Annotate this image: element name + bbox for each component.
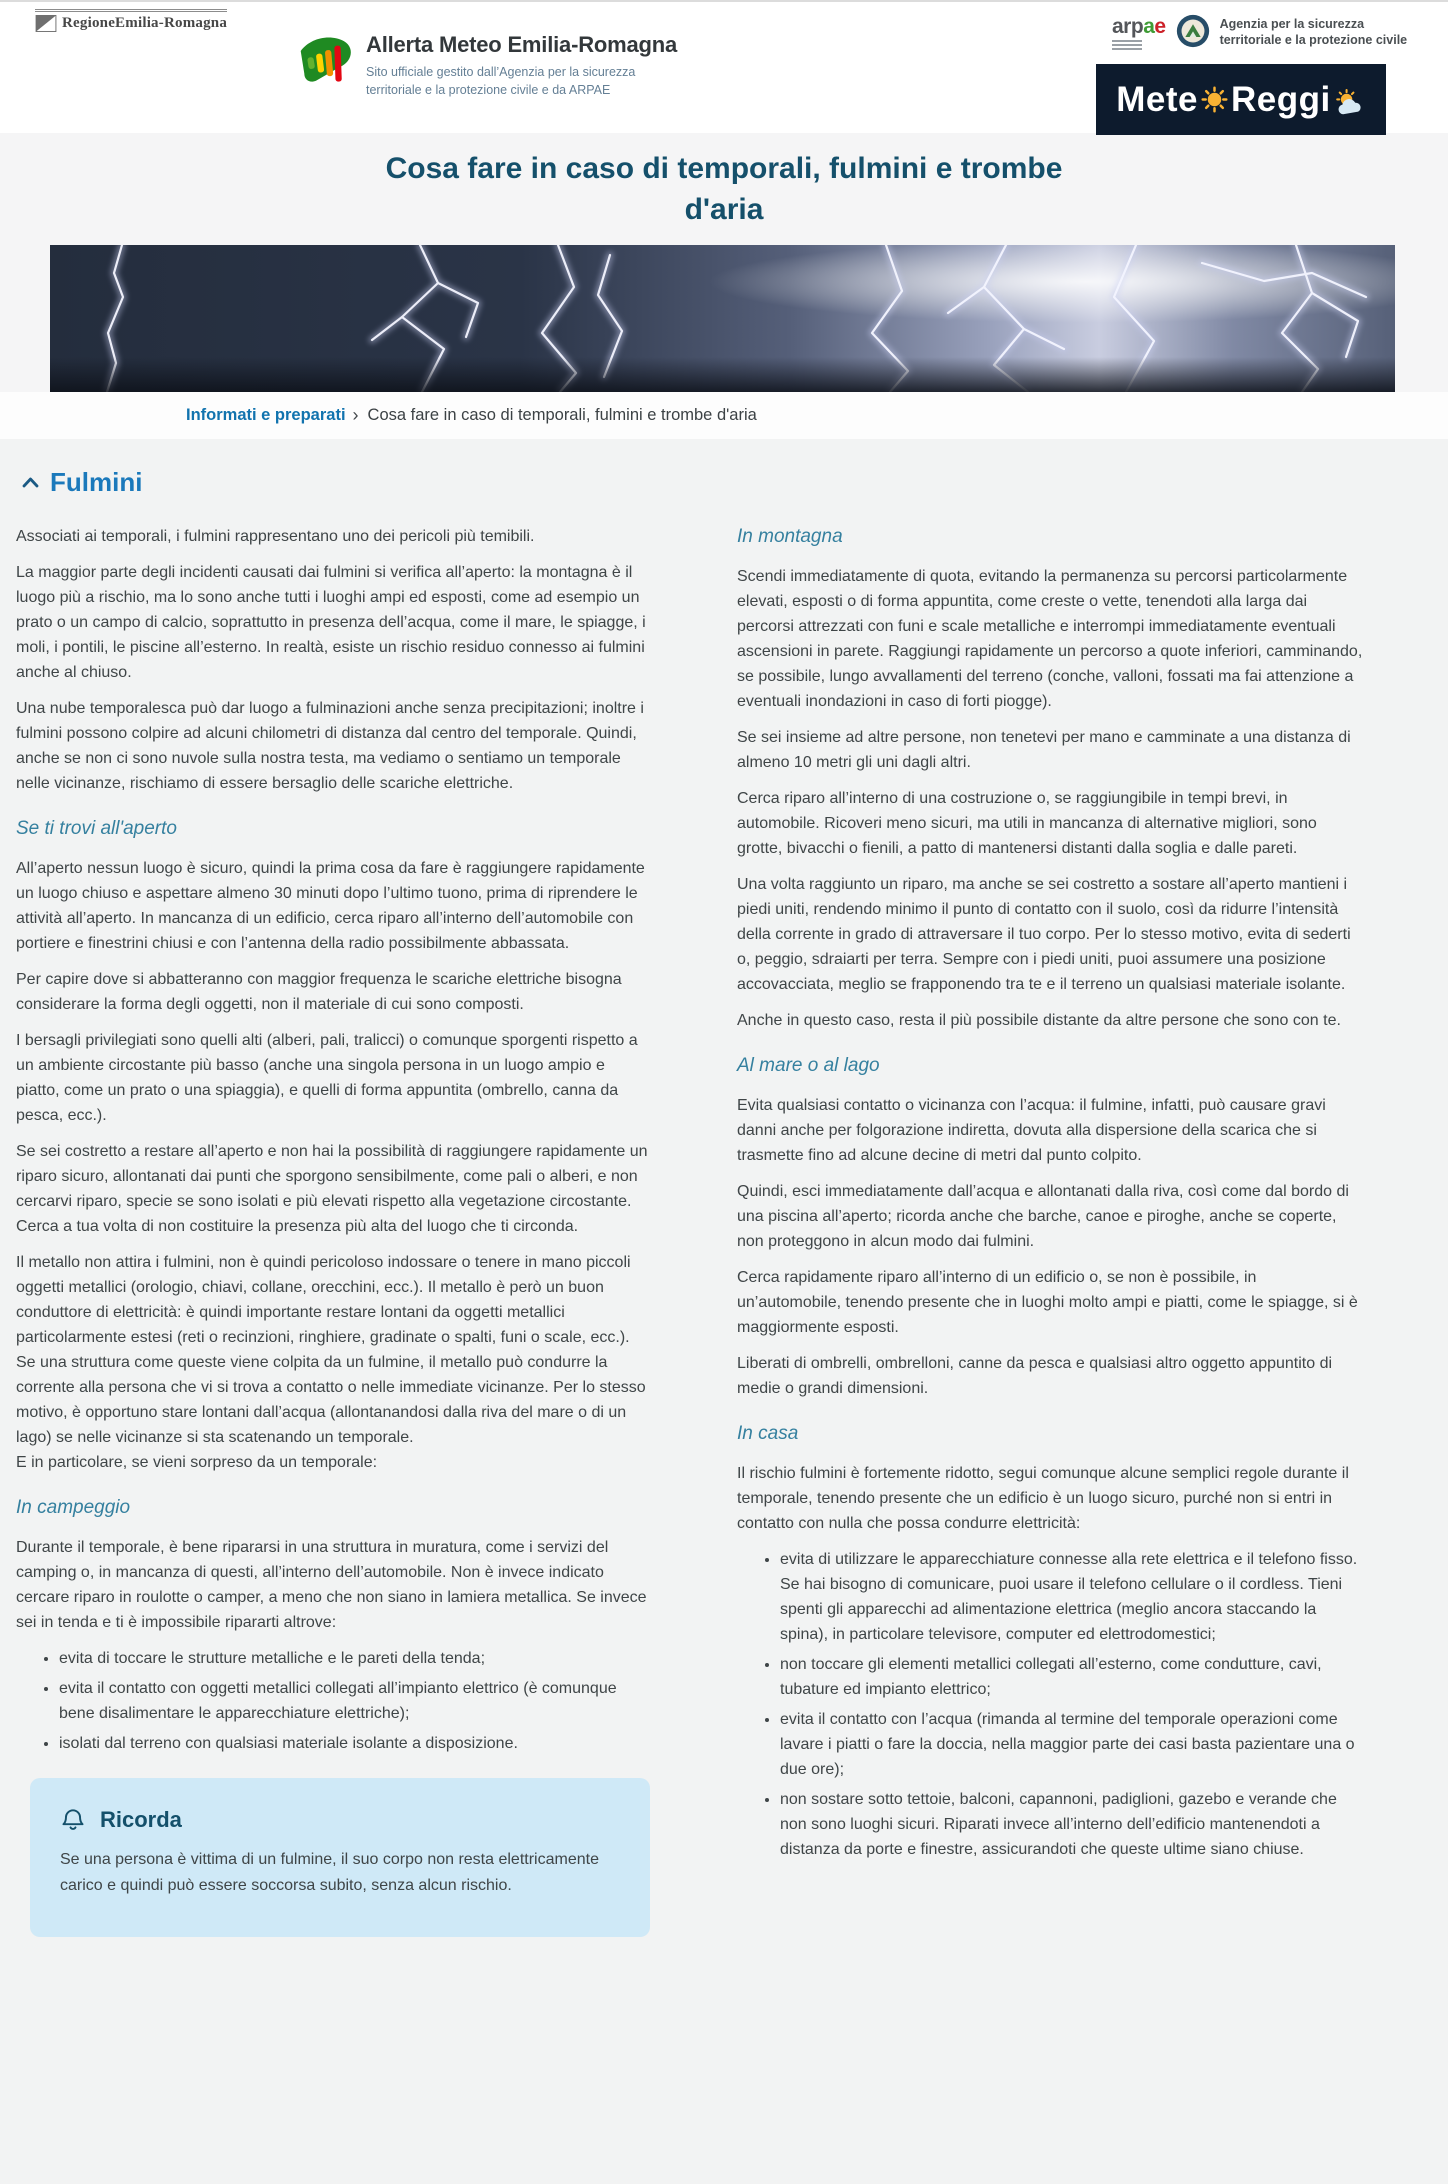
breadcrumb-separator-icon: › [352, 405, 359, 425]
paragraph: All’aperto nessun luogo è sicuro, quindi la prima cosa da fare è raggiungere rapidamente un luogo chiuso e aspettare almeno 30 minuti dopo l’ultimo tuono, prima di riprendere le attività all’aperto. In mancanza di un edificio, cerca riparo all’interno dell’automobile con portiere e finestrini chiusi e con l’antenna della radio possibilmente abbassata. [16, 860, 645, 952]
paragraph: Il metallo non attira i fulmini, non è quindi pericoloso indossare o tenere in mano piccoli oggetti metallici (orologio, chiavi, collane, orecchini, ecc.). Il metallo è però un buon conduttore di elettricità: è quindi importante restare lontani da oggetti metallici particolarmente estesi (reti o recinzioni, ringhiere, gradinate o spalti, funi o scale, ecc.). Se una struttura come queste viene colpita da un fulmine, il metallo può condurre la corrente alla persona che vi si trova a contatto o nelle immediate vicinanze. Per lo stesso motivo, è opportuno stare lontani dall’acqua (allontanandosi dalla riva del mare o di un lago) se nelle vicinanze si sta scatenando un temporale. [16, 1254, 646, 1446]
protezione-civile-emblem-icon [1176, 14, 1210, 48]
paragraph: Quindi, esci immediatamente dall’acqua e allontanati dalla riva, così come dal bordo di una piscina all’aperto; ricorda anche che barche, canoe e piroghe, anche se coperte, non proteggono in alcun modo dai fulmini. [737, 1183, 1349, 1250]
left-column [16, 524, 650, 1937]
paragraph: Una volta raggiunto un riparo, ma anche se sei costretto a sostare all’aperto mantieni i piedi uniti, rendendo minimo il punto di contatto con il suolo, così da ridurre l’intensità della corrente in grado di attraversare il tuo corpo. Per lo stesso motivo, evita di sederti o, peggio, sdraiarti per terra. Sempre con i piedi uniti, puoi assumere una posizione accovacciata, meglio se frapponendo tra te e il terreno un qualsiasi materiale isolante. [737, 876, 1351, 993]
site-title: Allerta Meteo Emilia-Romagna [366, 32, 678, 57]
site-logo-text [366, 32, 677, 99]
region-logo-label: RegioneEmilia-Romagna [62, 15, 228, 31]
ricorda-callout [30, 1778, 650, 1937]
subheading-in-casa: In casa [737, 1423, 799, 1444]
main-content [0, 439, 1448, 2184]
list-item: • evita il contatto con oggetti metallici collegati all’impianto elettrico (è comunque bene disalimentare le apparecchiature elettriche); [59, 1676, 650, 1726]
list-item: • non toccare gli elementi metallici collegati all’esterno, come condutture, cavi, tubature ed impianto elettrico; [780, 1652, 1363, 1702]
allerta-meteo-logo[interactable] [298, 32, 677, 99]
list-item: • evita di toccare le strutture metalliche e le pareti della tenda; [59, 1646, 650, 1671]
paragraph: E in particolare, se vieni sorpreso da un temporale: [16, 1454, 378, 1471]
home-bullet-list [737, 1547, 1363, 1862]
arpae-logo-smallprint [1112, 40, 1142, 50]
subheading-in-campeggio: In campeggio [16, 1497, 131, 1518]
paragraph: I bersagli privilegiati sono quelli alti (alberi, pali, tralicci) o comunque sporgenti rispetto a un ambiente circostante più basso (anche una singola persona in un luogo ampio e piatto, come un prato o una spiaggia), e quelli di forma appuntita (ombrello, canna da pesca, ecc.). [16, 1032, 638, 1124]
breadcrumb-current: Cosa fare in caso di temporali, fulmini e trombe d'aria [367, 406, 757, 424]
paragraph: Durante il temporale, è bene ripararsi in una struttura in muratura, come i servizi del camping o, in mancanza di questi, all’interno dell’automobile. Non è invece indicato cercare riparo in roulotte o camper, a meno che non siano in lamiera metallica. Se invece sei in tenda e ti è impossibile ripararti altrove: [16, 1539, 647, 1631]
sun-icon [1201, 86, 1228, 113]
banner-word-1: Mete [1116, 79, 1198, 119]
page-title: Cosa fare in caso di temporali, fulmini e trombe d'aria [385, 152, 1063, 226]
allerta-meteo-flag-icon [298, 32, 352, 88]
list-item: • evita di utilizzare le apparecchiature connesse alla rete elettrica e il telefono fisso. Se hai bisogno di comunicare, puoi usare il telefono cellulare o il cordless. Tieni spenti gli apparecchi ad alimentazione elettrica (meglio ancora staccando la spina), in particolare televisore, computer ed elettrodomestici; [780, 1547, 1363, 1647]
section-accordion-toggle[interactable] [22, 467, 1448, 498]
region-emilia-romagna-logo[interactable] [35, 9, 227, 32]
site-header [0, 0, 1448, 133]
paragraph: Il rischio fulmini è fortemente ridotto, segui comunque alcune semplici regole durante il temporale, tenendo presente che un edificio è un luogo sicuro, purché non si entri in contatto con nulla che possa condurre elettricità: [737, 1465, 1349, 1532]
paragraph: Se sei insieme ad altre persone, non tenetevi per mano e camminate a una distanza di almeno 10 metri gli uni dagli altri. [737, 729, 1351, 771]
subheading-in-montagna: In montagna [737, 526, 843, 547]
list-item: • evita il contatto con l’acqua (rimanda al termine del temporale operazioni come lavare i piatti o fare la doccia, nella maggior parte dei casi basta pazientare una o due ore); [780, 1707, 1363, 1782]
ricorda-title: Ricorda [100, 1806, 182, 1832]
paragraph: Evita qualsiasi contatto o vicinanza con l’acqua: il fulmine, infatti, può causare gravi danni anche per folgorazione indiretta, dovuta alla dispersione della scarica che si trasmette fino ad alcune decine di metri dal punto colpito. [737, 1097, 1326, 1164]
region-emblem-icon [35, 15, 57, 32]
agency-label: Agenzia per la sicurezza territoriale e la protezione civile [1219, 17, 1408, 48]
two-column-layout [16, 524, 1448, 1937]
institutional-logos [1112, 14, 1410, 50]
breadcrumb-parent-link[interactable]: Informati e preparati [186, 406, 346, 424]
list-item: • non sostare sotto tettoie, balconi, capannoni, padiglioni, gazebo e verande che non sono luoghi sicuri. Riparati invece all’interno dell’edificio mantenendoti a distanza da porte e finestre, assicurandoti che queste ultime siano chiuse. [780, 1787, 1363, 1862]
list-item: • isolati dal terreno con qualsiasi materiale isolante a disposizione. [59, 1731, 650, 1756]
breadcrumb [0, 392, 1448, 439]
arpae-logo-text: arpae [1112, 15, 1166, 38]
banner-word-2: Reggi [1231, 79, 1331, 119]
paragraph: Anche in questo caso, resta il più possibile distante da altre persone che sono con te. [737, 1012, 1341, 1029]
arpae-logo[interactable] [1112, 16, 1166, 50]
lightning-photo [50, 245, 1395, 392]
paragraph: Scendi immediatamente di quota, evitando la permanenza su percorsi particolarmente elevati, esposti o di forma appuntita, come creste o vette, tenendoti alla larga dai percorsi attrezzati con funi e scale metalliche e interrompi immediatamente eventuali ascensioni in parete. Raggiungi rapidamente un percorso a quote inferiori, camminando, se possibile, lungo avvallamenti del terreno (conche, valloni, fossati ma fai attenzione a eventuali inondazioni in caso di forti piogge). [737, 568, 1363, 710]
title-band [0, 133, 1448, 245]
camping-bullet-list [16, 1646, 650, 1756]
section-title: Fulmini [50, 467, 143, 497]
paragraph: La maggior parte degli incidenti causati dai fulmini si verifica all’aperto: la montagna è il luogo più a rischio, ma lo sono anche tutti i luoghi ampi ed esposti, come ad esempio un prato o un campo di calcio, soprattutto in presenza dell’acqua, come il mare, le spiagge, i moli, i pontili, le piscine all’esterno. In realtà, esiste un rischio residuo connesso ai fulmini anche al chiuso. [16, 564, 646, 681]
subheading-se-ti-trovi-allaperto: Se ti trovi all'aperto [16, 818, 177, 839]
right-column [737, 524, 1363, 1876]
bell-icon [60, 1806, 86, 1832]
meteo-reggio-banner[interactable] [1096, 64, 1386, 135]
chevron-up-icon [22, 477, 39, 488]
ricorda-header [60, 1806, 620, 1832]
subheading-al-mare-o-al-lago: Al mare o al lago [737, 1055, 880, 1076]
paragraph: Cerca rapidamente riparo all’interno di un edificio o, se non è possibile, in un’automobile, tenendo presente che in luoghi molto ampi e piatti, come le spiagge, si è maggiormente esposti. [737, 1269, 1358, 1336]
paragraph: Associati ai temporali, i fulmini rappresentano uno dei pericoli più temibili. [16, 528, 535, 545]
ricorda-text: Se una persona è vittima di un fulmine, il suo corpo non resta elettricamente carico e quindi può essere soccorsa subito, senza alcun rischio. [60, 1851, 599, 1894]
paragraph: Liberati di ombrelli, ombrelloni, canne da pesca e qualsiasi altro oggetto appuntito di medie o grandi dimensioni. [737, 1355, 1333, 1397]
paragraph: Una nube temporalesca può dar luogo a fulminazioni anche senza precipitazioni; inoltre i fulmini possono colpire ad alcuni chilometri di distanza dal centro del temporale. Quindi, anche se non ci sono nuvole sulla nostra testa, ma vediamo o sentiamo un temporale nelle vicinanze, rischiamo di essere bersaglio delle scariche elettriche. [16, 700, 644, 792]
sun-cloud-icon [1334, 89, 1366, 119]
hero-section [0, 133, 1448, 392]
site-subtitle: Sito ufficiale gestito dall’Agenzia per la sicurezza territoriale e la protezione civile e da ARPAE [366, 65, 636, 97]
paragraph: Cerca riparo all’interno di una costruzione o, se raggiungibile in tempi brevi, in automobile. Ricoveri meno sicuri, ma utili in mancanza di alternative migliori, sono grotte, bivacchi o fienili, a patto di mantenersi distanti dalla soglia e dalle pareti. [737, 790, 1317, 857]
paragraph: Se sei costretto a restare all’aperto e non hai la possibilità di raggiungere rapidamente un riparo sicuro, allontanati dai punti che sporgono sensibilmente, come pali o alberi, e non cercarvi riparo, specie se sono isolati e più elevati rispetto alla vegetazione circostante. Cerca a tua volta di non costituire la presenza più alta del luogo che ti circonda. [16, 1143, 648, 1235]
paragraph: Per capire dove si abbatteranno con maggior frequenza le scariche elettriche bisogna considerare la forma degli oggetti, non il materiale di cui sono composti. [16, 971, 622, 1013]
